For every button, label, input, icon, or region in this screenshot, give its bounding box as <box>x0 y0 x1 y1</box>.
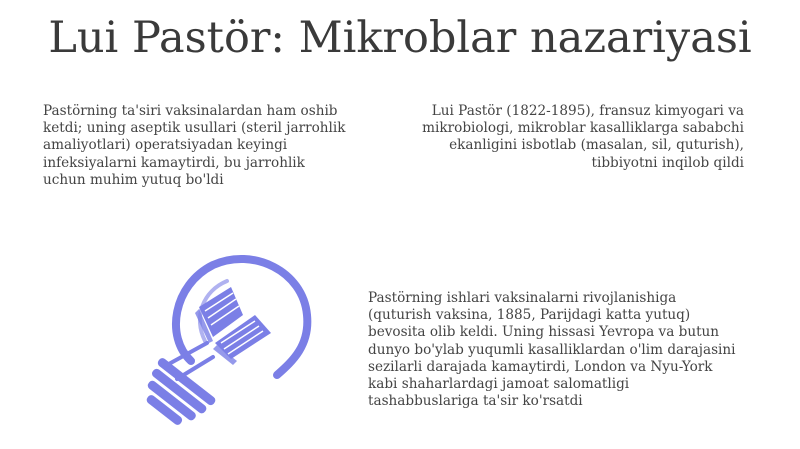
slide-title: Lui Pastör: Mikroblar nazariyasi <box>48 13 752 63</box>
text-block-bottom: Pastörning ishlari vaksinalarni rivojlanishiga (quturish vaksina, 1885, Parijdagi katta yutuq) bevosita olib keldi. Uning hissasi Yevropa va butun dunyo bo'ylab yuqumli kasalliklardan o'lim darajasini sezilarli darajada kamaytirdi, London va Nyu-York kabi shaharlardagi jamoat salomatligi tashabbuslariga ta'sir ko'rsatdi <box>368 290 736 410</box>
lightbulb-book-icon <box>95 245 320 435</box>
text-block-left: Pastörning ta'siri vaksinalardan ham oshib ketdi; uning aseptik usullari (steril jarrohlik amaliyotlari) operatsiyadan keyingi infeksiyalarni kamaytirdi, bu jarrohlik uchun muhim yutuq bo'ldi <box>43 103 346 188</box>
text-block-right: Lui Pastör (1822-1895), fransuz kimyogari va mikrobiologi, mikroblar kasalliklarga sababchi ekanligini isbotlab (masalan, sil, quturish), tibbiyotni inqilob qildi <box>422 103 744 171</box>
